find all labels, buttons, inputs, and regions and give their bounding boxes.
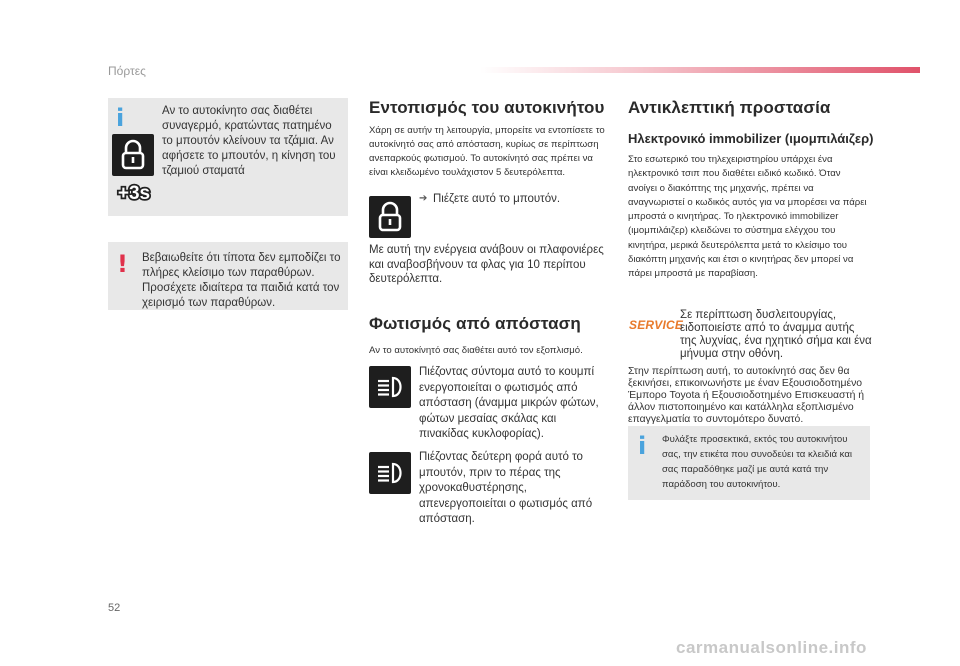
service-warning-icon: SERVICE <box>629 318 684 332</box>
info-icon: i <box>638 432 647 460</box>
padlock-icon <box>369 196 411 238</box>
hold-badge-text: +3s <box>117 183 151 204</box>
exclamation-icon: ! <box>117 250 128 278</box>
lock-tip-text: Αν το αυτοκίνητο σας διαθέτει συναγερμό, κρατώντας πατημένο το μπουτόν κλείνουν τα τζάμια. Αν αφήσετε το μπουτόν, η κίνηση του τζαμιού σταματά <box>162 105 336 177</box>
malfunction-text: Σε περίπτωση δυσλειτουργίας, ειδοποιείστε από το άναμμα αυτής της λυχνίας, ένα ηχητικό σήμα και ένα μήνυμα στην οθόνη. <box>680 309 872 360</box>
info-icon: i <box>116 104 125 132</box>
immobilizer-title: Ηλεκτρονικό immobilizer (ιμομπιλάιζερ) <box>628 131 874 146</box>
locate-step-text: Πιέζετε αυτό το μπουτόν. <box>433 193 561 205</box>
remote-on-text: Πιέζοντας σύντομα αυτό το κουμπί ενεργοποιείται ο φωτισμός από απόσταση (άναμμα μικρών φώτων, φώτων μεσαίας σκάλας και πινακίδας κυκλοφορίας). <box>419 366 599 440</box>
header-accent-bar <box>480 67 920 73</box>
headlight-icon <box>369 366 411 408</box>
headlight-icon <box>369 452 411 494</box>
remote-lighting-title: Φωτισμός από απόσταση <box>369 314 581 333</box>
hold-3s-badge <box>112 180 156 206</box>
arrow-bullet-icon: ➔ <box>419 193 428 204</box>
page-header-title: Πόρτες <box>108 64 146 78</box>
immobilizer-text: Στο εσωτερικό του τηλεχειριστηρίου υπάρχει ένα ηλεκτρονικό τσιπ που διαθέτει ειδικό κωδικό. Όταν ανοίγει ο διακόπτης της μηχανής, πρέπει να αναγνωριστεί ο κωδικός αυτός για να μπορέσει να πάρει μπροστά ο κινητήρας. Το ηλεκτρονικό immobilizer (ιμομπιλάιζερ) κλειδώνει το σύστημα ελέγχου του κινητήρα, μερικά δευτερόλεπτα μετά το κλείσιμο του διακόπτη μηχανής και έτσι ο κινητήρας δεν μπορεί να πάρει μπροστά με παραβίαση. <box>628 154 867 280</box>
contact-dealer-text: Στην περίπτωση αυτή, το αυτοκίνητό σας δεν θα ξεκινήσει, επικοινωνήστε με έναν Εξουσιοδοτημένο Έμπορο Toyota ή Εξουσιοδοτημένο Επισκευαστή ή άλλον πιστοποιημένο και κατάλληλα εξοπλισμένο επαγγελματία το συντομότερο δυνατό. <box>628 366 865 425</box>
remote-lighting-intro: Αν το αυτοκίνητό σας διαθέτει αυτό τον εξοπλισμό. <box>369 345 583 356</box>
key-label-tip-text: Φυλάξτε προσεκτικά, εκτός του αυτοκινήτου σας, την ετικέτα που συνοδεύει τα κλειδιά και σας παραδόθηκε μαζί με αυτά κατά την παράδοση του αυτοκινήτου. <box>662 434 853 490</box>
warning-text: Βεβαιωθείτε ότι τίποτα δεν εμποδίζει το πλήρες κλείσιμο των παραθύρων. Προσέχετε ιδιαίτερα τα παιδιά κατά τον χειρισμό των παραθύρων. <box>142 252 341 309</box>
remote-off-text: Πιέζοντας δεύτερη φορά αυτό το μπουτόν, πριν το πέρας της χρονοκαθυστέρησης, απενεργοποιείται ο φωτισμός από απόσταση. <box>419 451 593 525</box>
locate-vehicle-text: Χάρη σε αυτήν τη λειτουργία, μπορείτε να εντοπίσετε το αυτοκίνητό σας από απόσταση, κυρίως σε περίπτωση ανεπαρκούς φωτισμού. Το αυτοκίνητό σας πρέπει να είναι κλειδωμένο τουλάχιστον 5 δευτερόλεπτα. <box>369 125 605 178</box>
locate-result-text: Με αυτή την ενέργεια ανάβουν οι πλαφονιέρες και αναβοσβήνουν τα φλας για 10 περίπου δευτερόλεπτα. <box>369 244 604 285</box>
page-number: 52 <box>108 602 121 614</box>
padlock-icon <box>112 134 154 176</box>
locate-vehicle-title: Εντοπισμός του αυτοκινήτου <box>369 98 605 117</box>
watermark: carmanualsonline.info <box>676 638 867 657</box>
anti-theft-title: Αντικλεπτική προστασία <box>628 98 831 117</box>
